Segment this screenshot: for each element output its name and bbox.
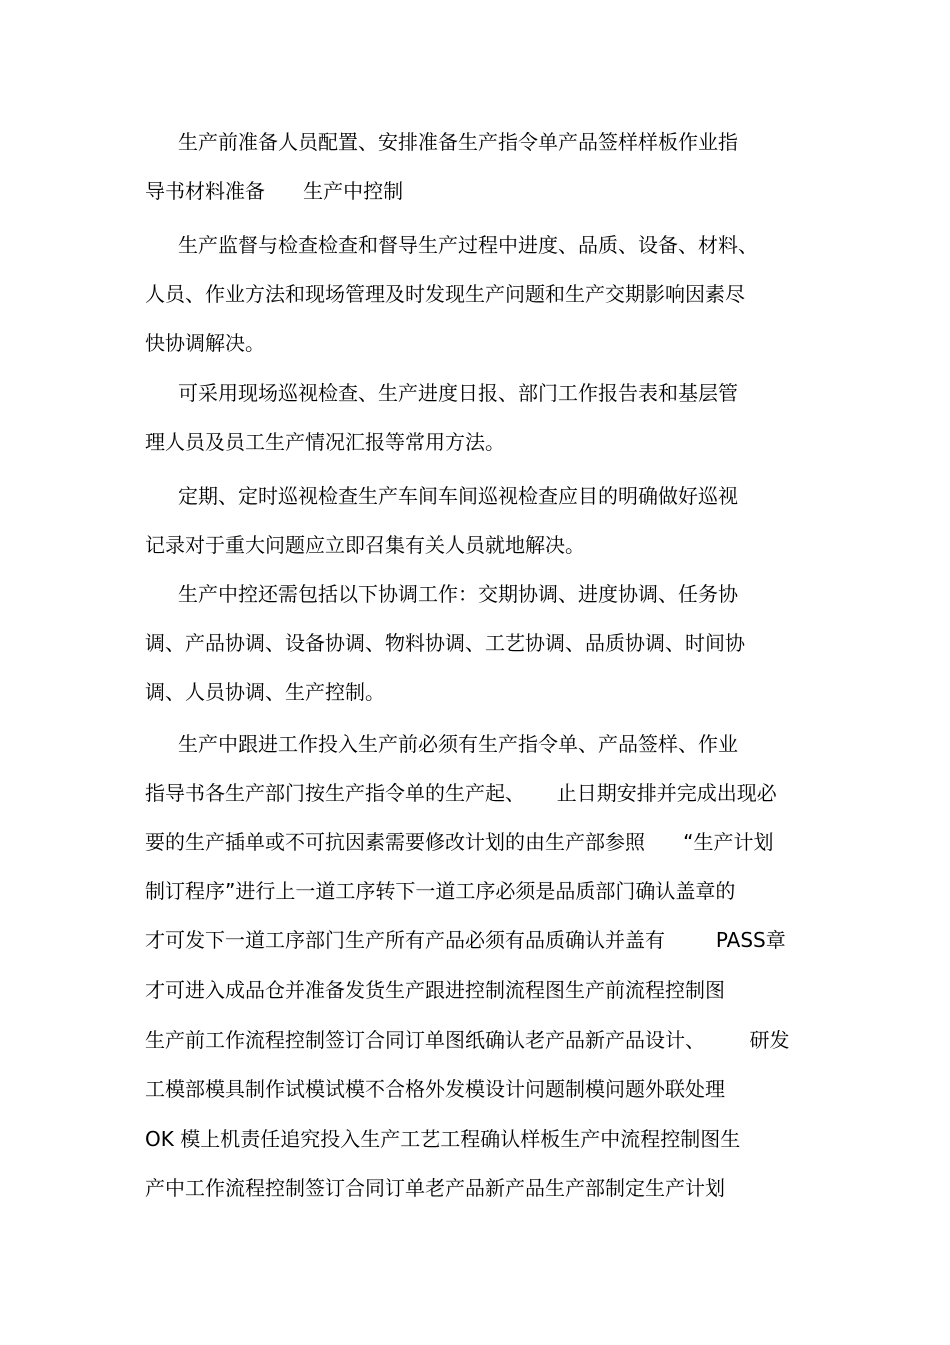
- paragraph-6-line-7: 生产前工作流程控制签订合同订单图纸确认老产品新产品设计、 研发: [145, 1028, 790, 1052]
- paragraph-2-line-2: 人员、作业方法和现场管理及时发现生产问题和生产交期影响因素尽: [145, 282, 745, 306]
- paragraph-2-line-3: 快协调解决。: [145, 331, 265, 355]
- paragraph-5-line-1: 生产中控还需包括以下协调工作：交期协调、进度协调、任务协: [178, 582, 738, 606]
- paragraph-6-line-8: 工模部模具制作试模试模不合格外发模设计问题制模问题外联处理: [145, 1077, 725, 1101]
- paragraph-2-line-1: 生产监督与检查检查和督导生产过程中进度、品质、设备、材料、: [178, 233, 758, 257]
- paragraph-5-line-3: 调、人员协调、生产控制。: [145, 680, 385, 704]
- paragraph-1-line-2: 导书材料准备 生产中控制: [145, 179, 404, 203]
- paragraph-6-line-5: 才可发下一道工序部门生产所有产品必须有品质确认并盖有 PASS章: [145, 928, 786, 952]
- paragraph-3-line-1: 可采用现场巡视检查、生产进度日报、部门工作报告表和基层管: [178, 381, 738, 405]
- paragraph-5-line-2: 调、产品协调、设备协调、物料协调、工艺协调、品质协调、时间协: [145, 631, 745, 655]
- paragraph-1-line-1: 生产前准备人员配置、安排准备生产指令单产品签样样板作业指: [178, 130, 738, 154]
- paragraph-4-line-2: 记录对于重大问题应立即召集有关人员就地解决。: [145, 533, 585, 557]
- paragraph-6-line-3: 要的生产插单或不可抗因素需要修改计划的由生产部参照 “生产计划: [145, 830, 774, 854]
- paragraph-4-line-1: 定期、定时巡视检查生产车间车间巡视检查应目的明确做好巡视: [178, 484, 738, 508]
- paragraph-6-line-6: 才可进入成品仓并准备发货生产跟进控制流程图生产前流程控制图: [145, 978, 725, 1002]
- paragraph-6-line-4: 制订程序”进行上一道工序转下一道工序必须是品质部门确认盖章的: [145, 879, 736, 903]
- paragraph-6-line-1: 生产中跟进工作投入生产前必须有生产指令单、产品签样、作业: [178, 732, 738, 756]
- paragraph-6-line-9: OK 模上机责任追究投入生产工艺工程确认样板生产中流程控制图生: [145, 1127, 741, 1151]
- paragraph-6-line-2: 指导书各生产部门按生产指令单的生产起、 止日期安排并完成出现必: [145, 781, 777, 805]
- paragraph-6-line-10: 产中工作流程控制签订合同订单老产品新产品生产部制定生产计划: [145, 1176, 725, 1200]
- paragraph-3-line-2: 理人员及员工生产情况汇报等常用方法。: [145, 430, 505, 454]
